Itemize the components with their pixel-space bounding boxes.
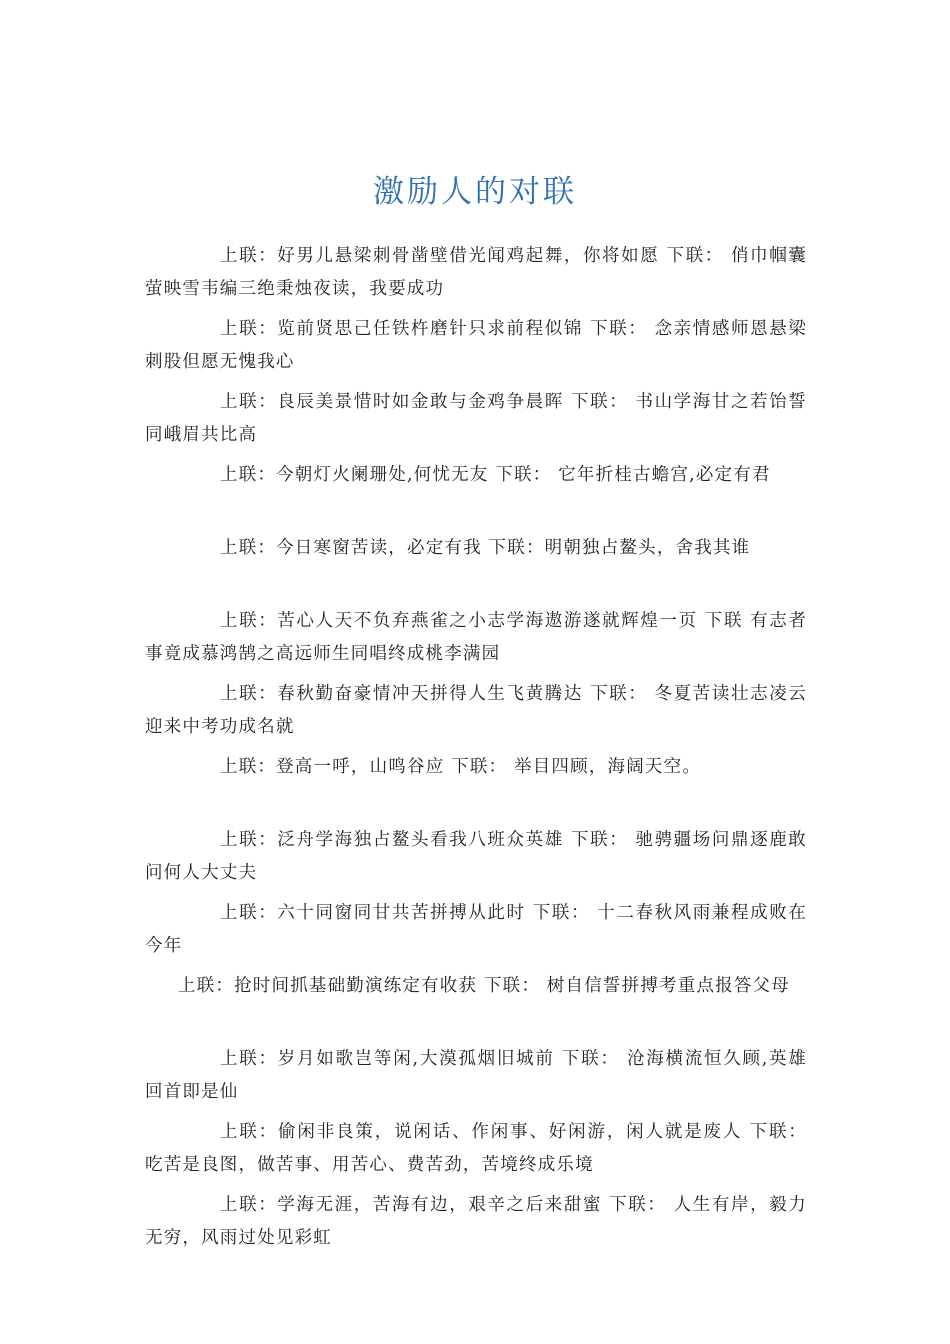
couplet-paragraph: 上联：六十同窗同甘共苦拼搏从此时 下联： 十二春秋风雨兼程成败在今年 bbox=[145, 903, 807, 956]
document-title: 激励人的对联 bbox=[373, 174, 577, 210]
couplet-paragraph: 上联：今日寒窗苦读，必定有我 下联：明朝独占鳌头，舍我其谁 bbox=[220, 538, 751, 558]
couplet-paragraph: 上联：岁月如歌岂等闲,大漠孤烟旧城前 下联： 沧海横流恒久顾,英雄回首即是仙 bbox=[145, 1049, 807, 1102]
couplet-paragraph: 上联：学海无涯，苦海有边，艰辛之后来甜蜜 下联： 人生有岸，毅力无穷，风雨过处见彩虹 bbox=[145, 1195, 807, 1248]
couplet-paragraph: 上联：泛舟学海独占鳌头看我八班众英雄 下联： 驰骋疆场问鼎逐鹿敢问何人大丈夫 bbox=[145, 830, 807, 883]
couplet-paragraph: 上联：苦心人天不负弃燕雀之小志学海遨游遂就辉煌一页 下联 有志者事竟成慕鸿鹄之高远师生同唱终成桃李满园 bbox=[145, 611, 807, 664]
couplet-paragraph: 上联：抢时间抓基础勤演练定有收获 下联： 树自信誓拼搏考重点报答父母 bbox=[178, 976, 790, 996]
couplet-paragraph: 上联：春秋勤奋豪情冲天拼得人生飞黄腾达 下联： 冬夏苦读壮志凌云迎来中考功成名就 bbox=[145, 684, 807, 737]
couplet-paragraph: 上联：登高一呼，山鸣谷应 下联： 举目四顾，海阔天空。 bbox=[220, 757, 702, 777]
couplet-paragraph: 上联：好男儿悬梁刺骨凿壁借光闻鸡起舞，你将如愿 下联： 俏巾帼囊萤映雪韦编三绝秉烛夜读，我要成功 bbox=[145, 246, 807, 299]
document-body bbox=[145, 240, 807, 1262]
couplet-paragraph: 上联：良辰美景惜时如金敢与金鸡争晨晖 下联： 书山学海甘之若饴誓同峨眉共比高 bbox=[145, 392, 807, 445]
couplet-paragraph: 上联：今朝灯火阑珊处,何忧无友 下联： 它年折桂古蟾宫,必定有君 bbox=[220, 465, 771, 485]
couplet-paragraph: 上联：偷闲非良策，说闲话、作闲事、好闲游，闲人就是废人 下联： 吃苦是良图，做苦事、用苦心、费苦劲，苦境终成乐境 bbox=[145, 1122, 807, 1175]
couplet-paragraph: 上联：览前贤思己任铁杵磨针只求前程似锦 下联： 念亲情感师恩悬梁刺股但愿无愧我心 bbox=[145, 319, 807, 372]
